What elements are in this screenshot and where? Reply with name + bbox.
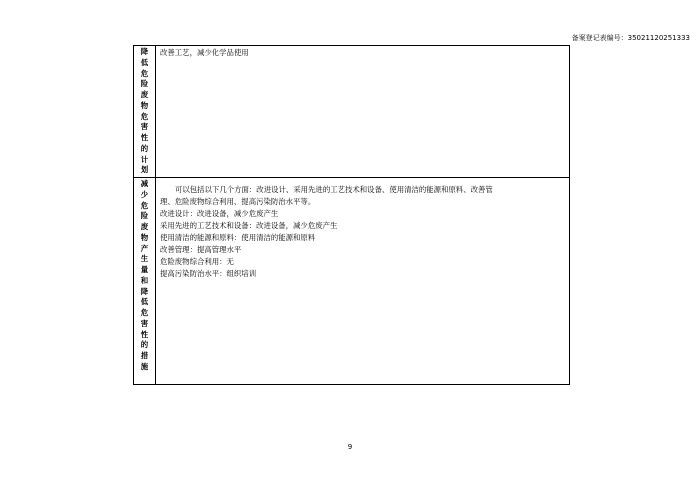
vertical-label-char: 的: [140, 143, 149, 153]
row-label-cell: [134, 178, 156, 385]
row-label-cell: [134, 46, 156, 178]
vertical-label-char: 的: [140, 340, 149, 350]
vertical-label-char: 废: [140, 222, 149, 231]
vertical-label-char: 计: [140, 154, 149, 164]
measures-intro-line: 理、危险废物综合利用、提高污染防治水平等。: [160, 197, 316, 206]
table-row-measures: [134, 178, 570, 385]
vertical-label-char: 性: [140, 329, 149, 339]
vertical-label-char: 划: [140, 165, 149, 175]
vertical-label-char: 低: [140, 57, 149, 67]
vertical-label-char: 险: [140, 211, 149, 221]
vertical-label-char: 危: [140, 68, 149, 78]
vertical-label-char: 减: [140, 179, 149, 188]
vertical-label-char: 降: [140, 47, 149, 56]
record-number-label: 备案登记表编号：35021120251333: [571, 34, 690, 42]
measure-item: 改进设计：改进设备，减少危废产生: [160, 209, 279, 218]
vertical-label-char: 措: [140, 351, 149, 360]
vertical-label-char: 危: [140, 308, 149, 317]
vertical-label-char: 施: [140, 361, 149, 371]
vertical-label-char: 生: [140, 254, 149, 264]
vertical-label-char: 低: [140, 297, 149, 307]
vertical-label-char: 物: [140, 100, 149, 110]
table-row-plan: [134, 46, 570, 178]
vertical-label-char: 物: [140, 232, 149, 242]
vertical-label-char: 险: [140, 79, 149, 89]
measure-item: 改善管理：提高管理水平: [160, 245, 242, 254]
vertical-label-char: 废: [140, 90, 149, 99]
waste-reduction-table: [133, 45, 570, 385]
vertical-label-char: 害: [140, 318, 149, 328]
measure-item: 采用先进的工艺技术和设备：改进设备，减少危废产生: [160, 221, 338, 230]
vertical-label-char: 性: [140, 133, 149, 142]
row-content-cell: [156, 178, 570, 385]
row-label-plan: [134, 46, 155, 176]
vertical-label-char: 危: [140, 200, 149, 210]
vertical-label-char: 危: [140, 111, 149, 121]
vertical-label-char: 少: [140, 189, 149, 199]
row-content-cell: [156, 46, 570, 178]
vertical-label-char: 产: [140, 243, 149, 253]
measures-content: [156, 178, 569, 280]
measure-item: 危险废物综合利用：无: [160, 257, 234, 266]
row-label-measures: [134, 178, 155, 373]
page-number: 9: [347, 443, 353, 451]
vertical-label-char: 和: [140, 275, 149, 285]
measure-item: 提高污染防治水平：组织培训: [160, 269, 257, 278]
plan-text-line: 改善工艺，减少化学品使用: [160, 48, 249, 57]
vertical-label-char: 害: [140, 122, 149, 132]
vertical-label-char: 量: [140, 265, 149, 274]
vertical-label-char: 降: [140, 286, 149, 296]
plan-content: [156, 46, 569, 59]
measure-item: 使用清洁的能源和原料：使用清洁的能源和原料: [160, 233, 316, 242]
measures-intro-line: 可以包括以下几个方面：改进设计、采用先进的工艺技术和设备、使用清洁的能源和原料、改善管: [175, 185, 493, 194]
